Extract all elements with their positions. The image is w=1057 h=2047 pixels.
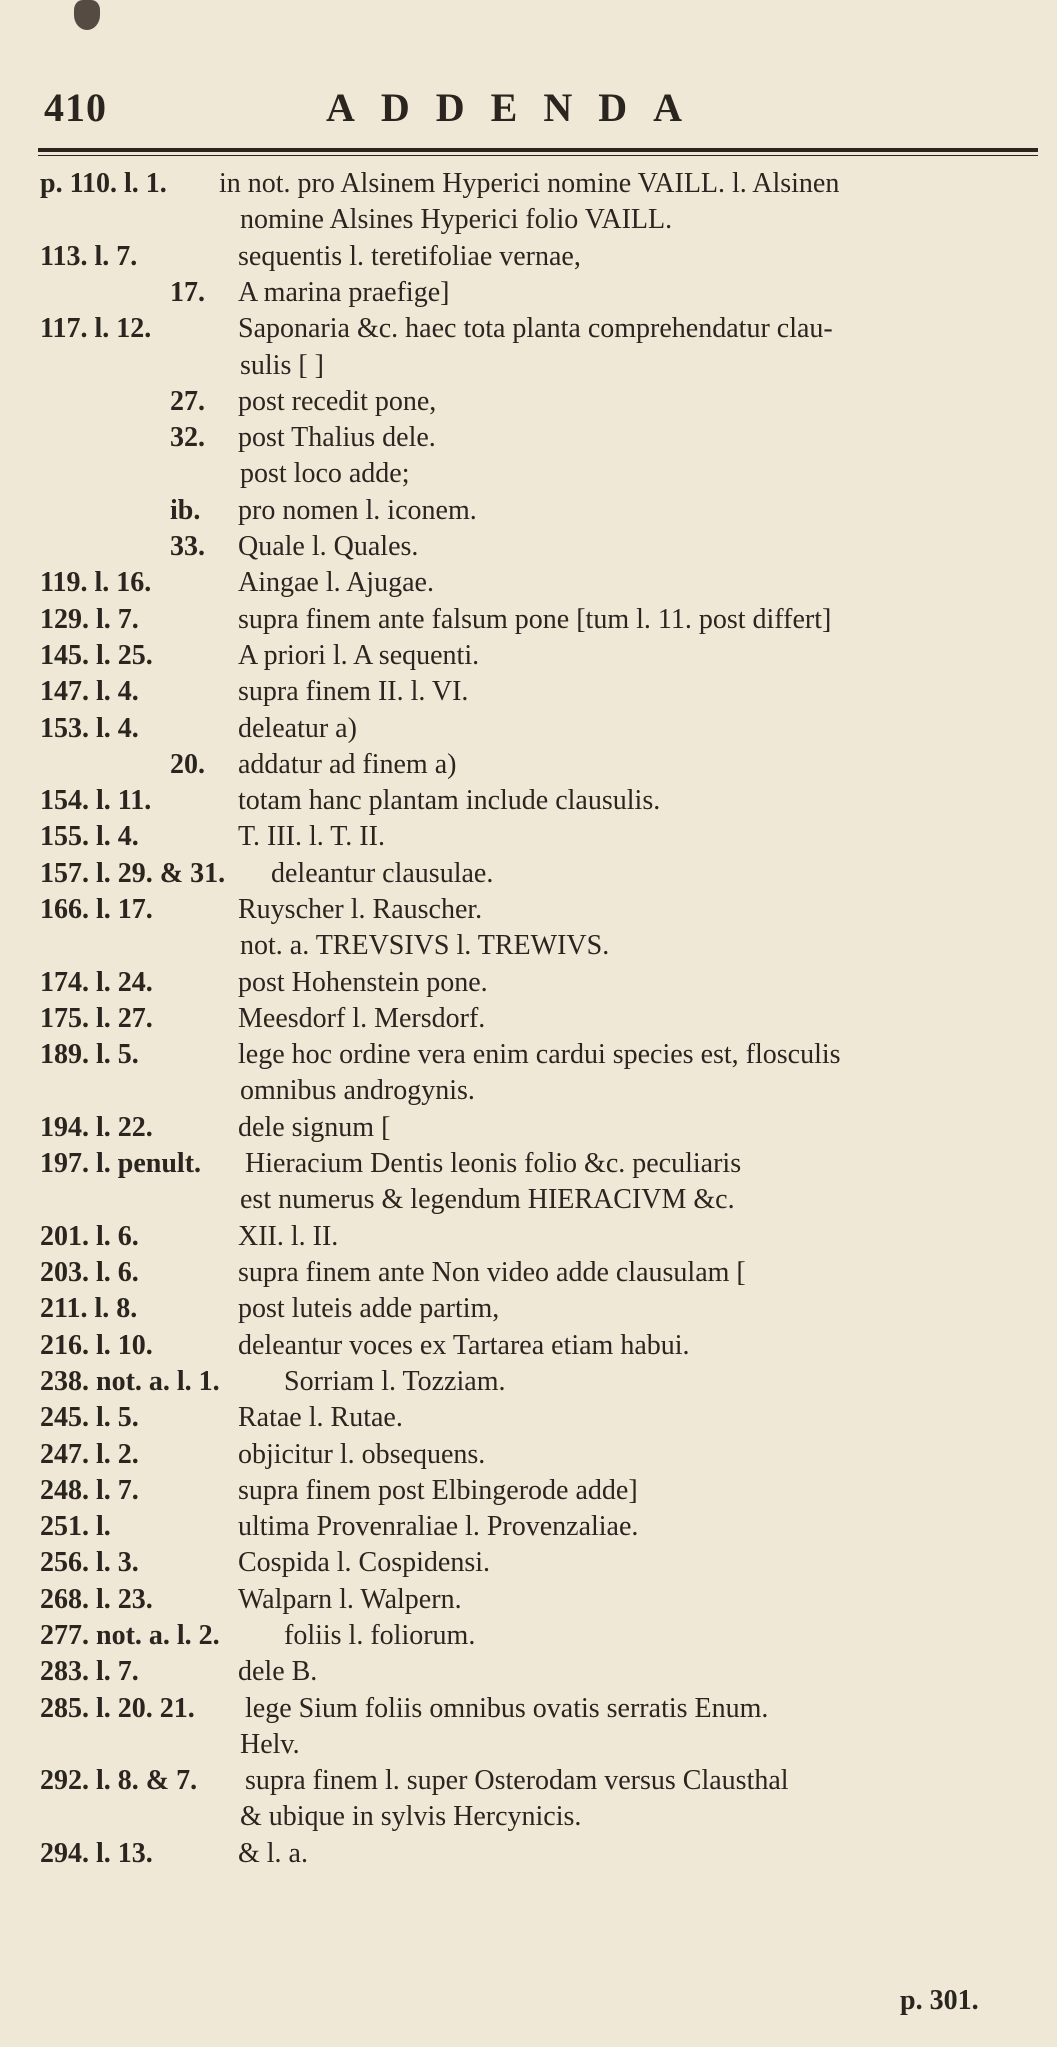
addenda-entry (0, 1838, 1057, 1878)
addenda-entry (0, 422, 1057, 462)
page-number: 410 (44, 85, 107, 130)
entry-text: not. a. TREVSIVS l. TREWIVS. (240, 930, 610, 961)
entry-text: A marina praefige] (238, 277, 450, 308)
addenda-entry (0, 1584, 1057, 1624)
entry-text: sulis [ ] (240, 350, 324, 381)
entry-text: Helv. (240, 1729, 300, 1760)
entry-text: & ubique in sylvis Hercynicis. (240, 1801, 582, 1832)
entry-reference: 251. l. (40, 1511, 111, 1542)
page-header (36, 84, 1027, 134)
addenda-entry (0, 713, 1057, 753)
entry-text: lege hoc ordine vera enim cardui species est, flosculis (238, 1039, 841, 1070)
addenda-entry (0, 386, 1057, 426)
entry-reference: 277. not. a. l. 2. (40, 1620, 220, 1651)
addenda-entry (0, 1656, 1057, 1696)
addenda-entry (0, 204, 1057, 244)
addenda-entry (0, 1547, 1057, 1587)
addenda-entry (0, 168, 1057, 208)
addenda-entry (0, 894, 1057, 934)
addenda-entry (0, 350, 1057, 390)
entry-reference: 145. l. 25. (40, 640, 153, 671)
addenda-entry (0, 1402, 1057, 1442)
entry-reference: ib. (170, 495, 201, 526)
entry-reference: 119. l. 16. (40, 567, 152, 598)
addenda-entry (0, 1729, 1057, 1769)
entry-text: totam hanc plantam include clausulis. (238, 785, 661, 816)
addenda-entry (0, 1184, 1057, 1224)
entry-text: post loco adde; (240, 458, 410, 489)
entry-reference: 294. l. 13. (40, 1838, 153, 1869)
entry-reference: 117. l. 12. (40, 313, 152, 344)
addenda-entry (0, 1039, 1057, 1079)
entry-text: Cospida l. Cospidensi. (238, 1547, 491, 1578)
addenda-entry (0, 1257, 1057, 1297)
entry-text: Ratae l. Rutae. (238, 1402, 403, 1433)
entry-reference: 256. l. 3. (40, 1547, 139, 1578)
entry-text: dele B. (238, 1656, 318, 1687)
entry-text: Ruyscher l. Rauscher. (238, 894, 483, 925)
entry-text: Meesdorf l. Mersdorf. (238, 1003, 486, 1034)
entry-text: Sorriam l. Tozziam. (284, 1366, 506, 1397)
addenda-entry (0, 930, 1057, 970)
catchword: p. 301. (900, 1985, 979, 2016)
addenda-entry (0, 567, 1057, 607)
entry-text: & l. a. (238, 1838, 308, 1869)
entry-reference: 211. l. 8. (40, 1293, 138, 1324)
addenda-entry (0, 1693, 1057, 1733)
entry-reference: 285. l. 20. 21. (40, 1693, 195, 1724)
entry-reference: 20. (170, 749, 205, 780)
entry-reference: 147. l. 4. (40, 676, 139, 707)
entry-reference: 283. l. 7. (40, 1656, 139, 1687)
entry-text: supra finem post Elbingerode adde] (238, 1475, 638, 1506)
addenda-entry (0, 1221, 1057, 1261)
addenda-entry (0, 531, 1057, 571)
entry-text: post luteis adde partim, (238, 1293, 500, 1324)
entry-reference: 201. l. 6. (40, 1221, 139, 1252)
entry-text: lege Sium foliis omnibus ovatis serratis Enum. (245, 1693, 769, 1724)
entry-reference: 32. (170, 422, 205, 453)
entry-text: foliis l. foliorum. (284, 1620, 476, 1651)
entry-text: addatur ad finem a) (238, 749, 457, 780)
addenda-entry (0, 676, 1057, 716)
addenda-entry (0, 1765, 1057, 1805)
entry-reference: 129. l. 7. (40, 604, 139, 635)
entry-reference: 166. l. 17. (40, 894, 153, 925)
entry-text: deleantur voces ex Tartarea etiam habui. (238, 1330, 690, 1361)
entry-text: objicitur l. obsequens. (238, 1439, 486, 1470)
entry-text: post recedit pone, (238, 386, 437, 417)
entry-text: T. III. l. T. II. (238, 821, 385, 852)
addenda-entry (0, 749, 1057, 789)
entry-text: pro nomen l. iconem. (238, 495, 477, 526)
entry-reference: 247. l. 2. (40, 1439, 139, 1470)
entry-text: post Thalius dele. (238, 422, 436, 453)
entry-text: deleantur clausulae. (271, 858, 494, 889)
entry-reference: 175. l. 27. (40, 1003, 153, 1034)
entry-reference: 245. l. 5. (40, 1402, 139, 1433)
addenda-entry (0, 1075, 1057, 1115)
entry-text: Walparn l. Walpern. (238, 1584, 462, 1615)
entry-text: ultima Provenraliae l. Provenzaliae. (238, 1511, 639, 1542)
entry-reference: 197. l. penult. (40, 1148, 202, 1179)
addenda-entry (0, 277, 1057, 317)
addenda-entry (0, 1801, 1057, 1841)
entry-reference: 189. l. 5. (40, 1039, 139, 1070)
entry-text: Quale l. Quales. (238, 531, 419, 562)
entry-reference: 292. l. 8. & 7. (40, 1765, 198, 1796)
addenda-entry (0, 1511, 1057, 1551)
entry-reference: 157. l. 29. & 31. (40, 858, 226, 889)
addenda-entry (0, 1003, 1057, 1043)
entry-reference: 203. l. 6. (40, 1257, 139, 1288)
running-title: ADDENDA (326, 85, 708, 130)
entry-text: supra finem l. super Osterodam versus Clausthal (245, 1765, 789, 1796)
addenda-entry (0, 640, 1057, 680)
entry-text: supra finem ante Non video adde clausulam [ (238, 1257, 746, 1288)
addenda-entry (0, 1475, 1057, 1515)
addenda-entry (0, 313, 1057, 353)
entry-reference: 113. l. 7. (40, 241, 138, 272)
entry-text: deleatur a) (238, 713, 357, 744)
entry-reference: 248. l. 7. (40, 1475, 139, 1506)
entry-reference: p. 110. l. 1. (40, 168, 167, 199)
addenda-entry (0, 495, 1057, 535)
entry-reference: 268. l. 23. (40, 1584, 153, 1615)
entry-reference: 216. l. 10. (40, 1330, 153, 1361)
entry-text: omnibus androgynis. (240, 1075, 475, 1106)
header-rule-thin (38, 155, 1038, 156)
entry-text: A priori l. A sequenti. (238, 640, 480, 671)
header-rule (38, 148, 1038, 152)
entry-text: sequentis l. teretifoliae vernae, (238, 241, 581, 272)
entry-text: XII. l. II. (238, 1221, 339, 1252)
addenda-entry (0, 1330, 1057, 1370)
entry-reference: 27. (170, 386, 205, 417)
addenda-entry (0, 458, 1057, 498)
entry-text: Hieracium Dentis leonis folio &c. peculiaris (245, 1148, 742, 1179)
entry-text: in not. pro Alsinem Hyperici nomine VAILL. l. Alsinen (219, 168, 840, 199)
entry-text: Aingae l. Ajugae. (238, 567, 434, 598)
entry-text: dele signum [ (238, 1112, 391, 1143)
addenda-entry (0, 604, 1057, 644)
addenda-entry (0, 858, 1057, 898)
addenda-entry (0, 821, 1057, 861)
entry-text: post Hohenstein pone. (238, 967, 488, 998)
entry-reference: 238. not. a. l. 1. (40, 1366, 220, 1397)
addenda-entry (0, 1439, 1057, 1479)
addenda-entry (0, 967, 1057, 1007)
entry-reference: 155. l. 4. (40, 821, 139, 852)
entry-text: supra finem ante falsum pone [tum l. 11. post differt] (238, 604, 832, 635)
entry-reference: 153. l. 4. (40, 713, 139, 744)
addenda-entry (0, 1620, 1057, 1660)
addenda-entry (0, 1293, 1057, 1333)
entry-reference: 174. l. 24. (40, 967, 153, 998)
entry-text: est numerus & legendum HIERACIVM &c. (240, 1184, 735, 1215)
addenda-entry (0, 1112, 1057, 1152)
entry-text: Saponaria &c. haec tota planta comprehendatur clau- (238, 313, 833, 344)
ink-blot (74, 0, 100, 30)
entry-text: supra finem II. l. VI. (238, 676, 469, 707)
addenda-entry (0, 241, 1057, 281)
entry-reference: 17. (170, 277, 205, 308)
entry-reference: 154. l. 11. (40, 785, 152, 816)
entry-reference: 194. l. 22. (40, 1112, 153, 1143)
addenda-entry (0, 1366, 1057, 1406)
addenda-entry (0, 1148, 1057, 1188)
entry-reference: 33. (170, 531, 205, 562)
addenda-entry (0, 785, 1057, 825)
entry-text: nomine Alsines Hyperici folio VAILL. (240, 204, 673, 235)
